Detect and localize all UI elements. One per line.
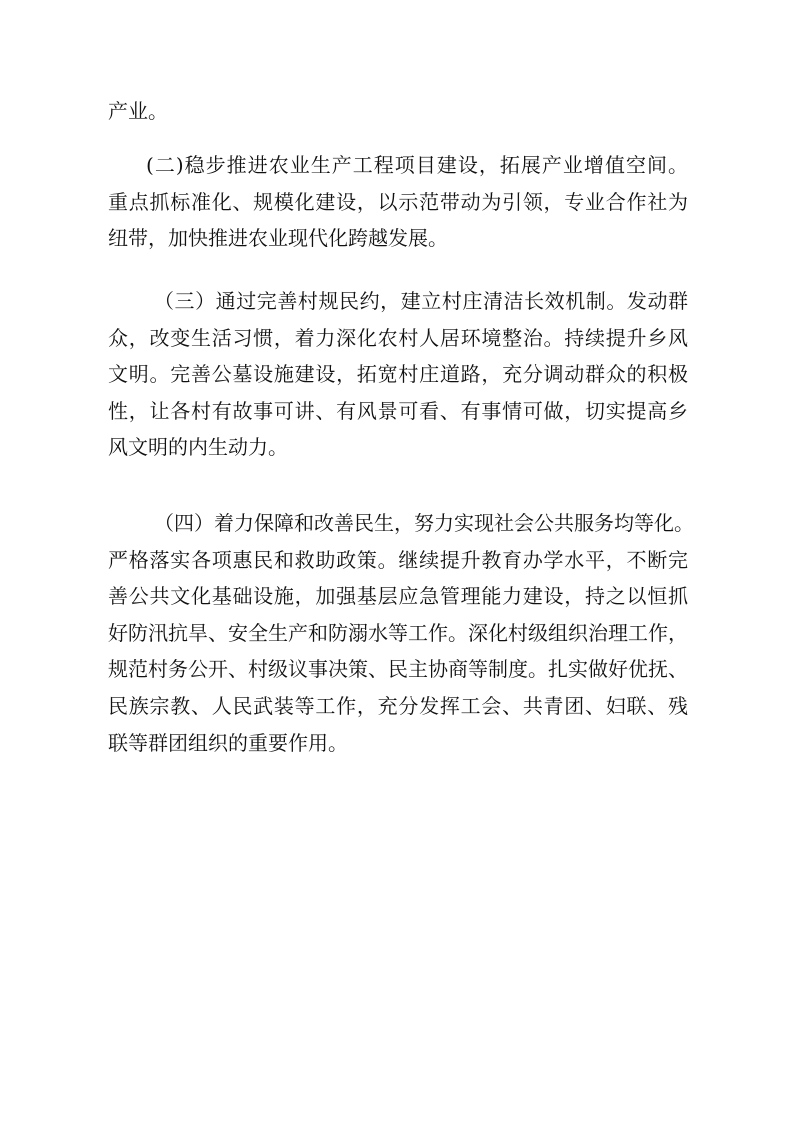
text-line: 产业。	[108, 99, 168, 123]
text-line: 众，改变生活习惯，着力深化农村人居环境整治。持续提升乡风	[108, 325, 688, 350]
text-line: 风文明的内生动力。	[108, 435, 288, 460]
text-line: (二)稳步推进农业生产工程项目建设，拓展产业增值空间。	[146, 153, 688, 177]
text-line: 民族宗教、人民武装等工作，充分发挥工会、共青团、妇联、残	[108, 693, 688, 718]
text-line: 联等群团组织的重要作用。	[108, 730, 348, 755]
paragraph-2	[108, 147, 688, 257]
text-line: 严格落实各项惠民和救助政策。继续提升教育办学水平，不断完	[108, 547, 688, 572]
paragraph-continuation	[108, 93, 688, 130]
text-line: 纽带，加快推进农业现代化跨越发展。	[108, 226, 448, 251]
text-line: （四）着力保障和改善民生，努力实现社会公共服务均等化。	[154, 511, 694, 535]
text-line: 规范村务公开、村级议事决策、民主协商等制度。扎实做好优抚、	[108, 657, 688, 682]
text-line: 性，让各村有故事可讲、有风景可看、有事情可做，切实提高乡	[108, 398, 688, 423]
text-line: 重点抓标准化、规模化建设，以示范带动为引领，专业合作社为	[108, 189, 688, 214]
text-line: （三）通过完善村规民约，建立村庄清洁长效机制。发动群	[154, 289, 688, 313]
text-line: 好防汛抗旱、安全生产和防溺水等工作。深化村级组织治理工作，	[108, 620, 688, 645]
paragraph-3	[108, 283, 688, 466]
text-line: 善公共文化基础设施，加强基层应急管理能力建设，持之以恒抓	[108, 584, 688, 609]
paragraph-4	[108, 505, 694, 761]
text-line: 文明。完善公墓设施建设，拓宽村庄道路，充分调动群众的积极	[108, 362, 688, 387]
